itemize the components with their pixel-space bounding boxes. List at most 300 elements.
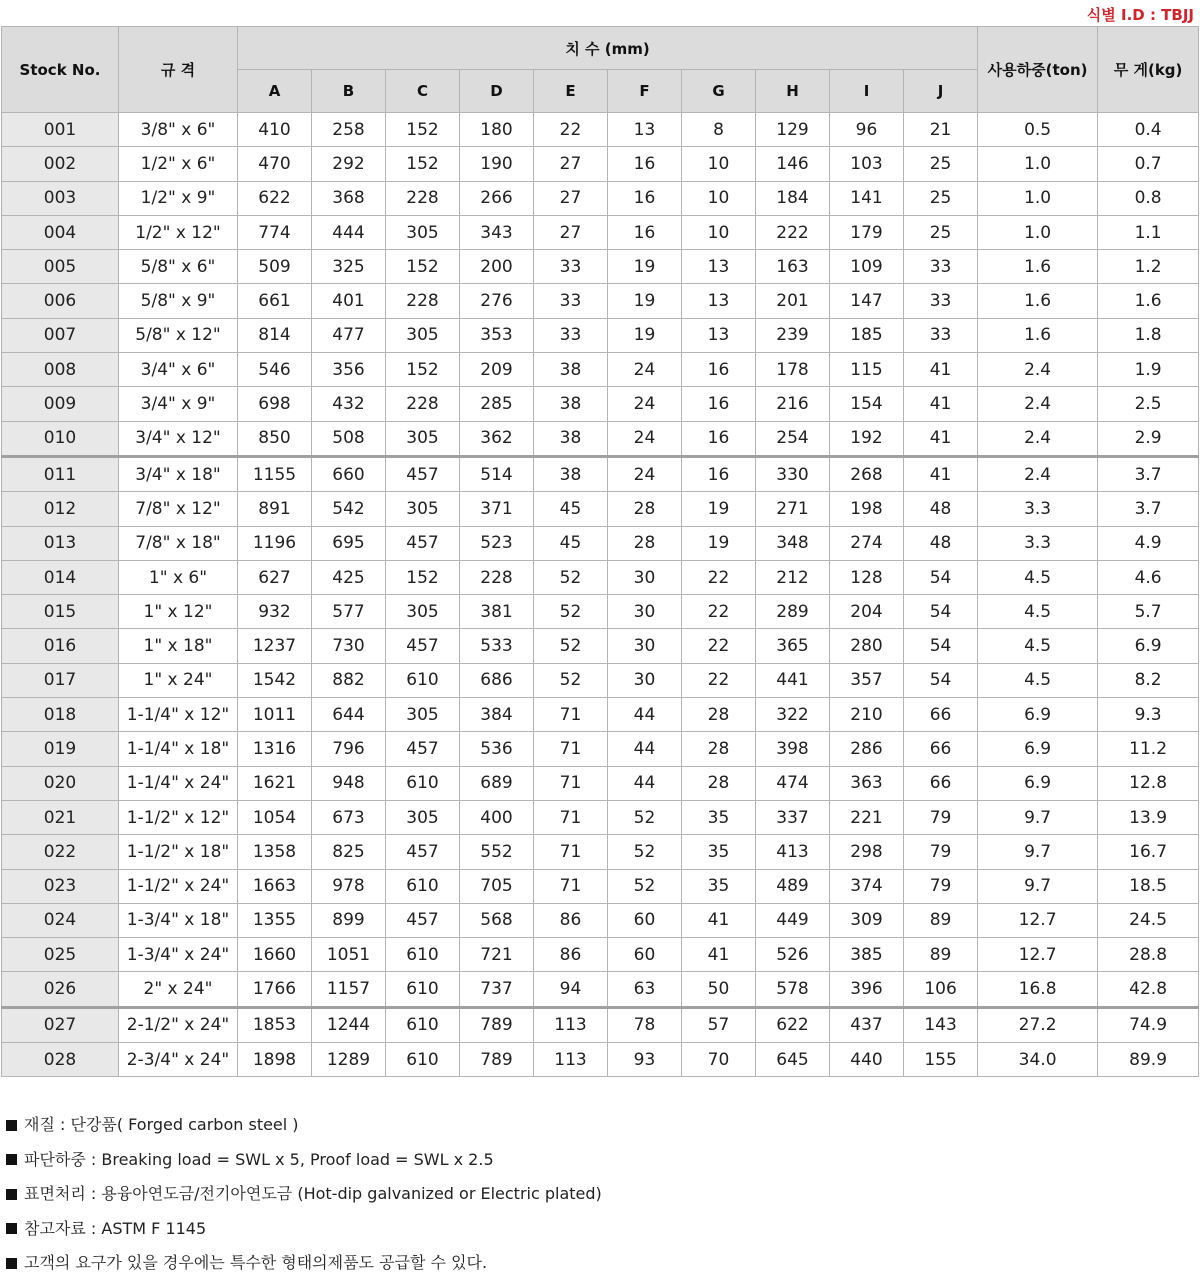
value-cell: 66 xyxy=(904,698,978,732)
value-cell: 6.9 xyxy=(978,766,1098,800)
value-cell: 4.9 xyxy=(1098,526,1199,560)
stock-number-cell: 024 xyxy=(2,903,119,937)
value-cell: 155 xyxy=(904,1043,978,1077)
value-cell: 705 xyxy=(460,869,534,903)
value-cell: 1355 xyxy=(238,903,312,937)
value-cell: 216 xyxy=(756,387,830,421)
value-cell: 52 xyxy=(534,560,608,594)
value-cell: 54 xyxy=(904,663,978,697)
value-cell: 1766 xyxy=(238,972,312,1007)
value-cell: 774 xyxy=(238,215,312,249)
value-cell: 271 xyxy=(756,492,830,526)
spec-cell: 1-1/2" x 18" xyxy=(119,835,238,869)
value-cell: 441 xyxy=(756,663,830,697)
spec-cell: 1" x 12" xyxy=(119,595,238,629)
value-cell: 198 xyxy=(830,492,904,526)
value-cell: 28 xyxy=(682,732,756,766)
value-cell: 30 xyxy=(608,560,682,594)
value-cell: 610 xyxy=(386,972,460,1007)
value-cell: 113 xyxy=(534,1043,608,1077)
value-cell: 1663 xyxy=(238,869,312,903)
table-row xyxy=(2,629,1199,663)
value-cell: 152 xyxy=(386,353,460,387)
value-cell: 66 xyxy=(904,766,978,800)
spec-cell: 3/4" x 12" xyxy=(119,421,238,456)
stock-number-cell: 023 xyxy=(2,869,119,903)
value-cell: 1.8 xyxy=(1098,318,1199,352)
spec-cell: 1/2" x 12" xyxy=(119,215,238,249)
value-cell: 21 xyxy=(904,113,978,147)
value-cell: 374 xyxy=(830,869,904,903)
value-cell: 60 xyxy=(608,903,682,937)
value-cell: 577 xyxy=(312,595,386,629)
value-cell: 3.3 xyxy=(978,492,1098,526)
spec-cell: 1-3/4" x 18" xyxy=(119,903,238,937)
value-cell: 1237 xyxy=(238,629,312,663)
value-cell: 180 xyxy=(460,113,534,147)
value-cell: 4.5 xyxy=(978,663,1098,697)
value-cell: 357 xyxy=(830,663,904,697)
value-cell: 3.7 xyxy=(1098,492,1199,526)
spec-cell: 1-1/4" x 18" xyxy=(119,732,238,766)
stock-number-cell: 016 xyxy=(2,629,119,663)
value-cell: 192 xyxy=(830,421,904,456)
value-cell: 222 xyxy=(756,215,830,249)
value-cell: 622 xyxy=(756,1007,830,1042)
value-cell: 210 xyxy=(830,698,904,732)
note-text: 파단하중 : Breaking load = SWL x 5, Proof load = SWL x 2.5 xyxy=(24,1149,494,1169)
value-cell: 0.8 xyxy=(1098,181,1199,215)
note-text: 참고자료 : ASTM F 1145 xyxy=(24,1218,207,1238)
value-cell: 96 xyxy=(830,113,904,147)
square-bullet-icon xyxy=(6,1258,17,1269)
value-cell: 413 xyxy=(756,835,830,869)
value-cell: 1853 xyxy=(238,1007,312,1042)
spec-cell: 7/8" x 18" xyxy=(119,526,238,560)
square-bullet-icon xyxy=(6,1120,17,1131)
value-cell: 289 xyxy=(756,595,830,629)
header-dim-b: B xyxy=(312,70,386,113)
value-cell: 1.6 xyxy=(978,284,1098,318)
value-cell: 1542 xyxy=(238,663,312,697)
value-cell: 789 xyxy=(460,1007,534,1042)
value-cell: 400 xyxy=(460,800,534,834)
value-cell: 546 xyxy=(238,353,312,387)
value-cell: 322 xyxy=(756,698,830,732)
value-cell: 622 xyxy=(238,181,312,215)
value-cell: 398 xyxy=(756,732,830,766)
value-cell: 86 xyxy=(534,938,608,972)
value-cell: 330 xyxy=(756,456,830,491)
value-cell: 30 xyxy=(608,595,682,629)
value-cell: 4.5 xyxy=(978,560,1098,594)
value-cell: 16 xyxy=(608,147,682,181)
value-cell: 1155 xyxy=(238,456,312,491)
value-cell: 152 xyxy=(386,560,460,594)
value-cell: 19 xyxy=(608,318,682,352)
square-bullet-icon xyxy=(6,1189,17,1200)
table-row xyxy=(2,387,1199,421)
value-cell: 13 xyxy=(608,113,682,147)
value-cell: 54 xyxy=(904,629,978,663)
value-cell: 42.8 xyxy=(1098,972,1199,1007)
value-cell: 10 xyxy=(682,215,756,249)
value-cell: 22 xyxy=(682,595,756,629)
value-cell: 22 xyxy=(682,663,756,697)
value-cell: 2.4 xyxy=(978,456,1098,491)
value-cell: 48 xyxy=(904,492,978,526)
spec-cell: 1-1/2" x 12" xyxy=(119,800,238,834)
stock-number-cell: 028 xyxy=(2,1043,119,1077)
value-cell: 457 xyxy=(386,903,460,937)
header-dim-f: F xyxy=(608,70,682,113)
value-cell: 93 xyxy=(608,1043,682,1077)
value-cell: 258 xyxy=(312,113,386,147)
table-row xyxy=(2,800,1199,834)
value-cell: 268 xyxy=(830,456,904,491)
value-cell: 44 xyxy=(608,732,682,766)
value-cell: 30 xyxy=(608,629,682,663)
value-cell: 514 xyxy=(460,456,534,491)
identification-id-label: 식별 I.D : TBJJ xyxy=(1086,6,1194,24)
value-cell: 644 xyxy=(312,698,386,732)
value-cell: 474 xyxy=(756,766,830,800)
table-row xyxy=(2,113,1199,147)
value-cell: 89 xyxy=(904,938,978,972)
value-cell: 141 xyxy=(830,181,904,215)
value-cell: 371 xyxy=(460,492,534,526)
value-cell: 508 xyxy=(312,421,386,456)
table-row xyxy=(2,663,1199,697)
value-cell: 362 xyxy=(460,421,534,456)
value-cell: 41 xyxy=(904,456,978,491)
value-cell: 721 xyxy=(460,938,534,972)
spec-cell: 5/8" x 9" xyxy=(119,284,238,318)
value-cell: 71 xyxy=(534,835,608,869)
value-cell: 228 xyxy=(460,560,534,594)
value-cell: 457 xyxy=(386,526,460,560)
value-cell: 789 xyxy=(460,1043,534,1077)
header-dimensions: 치 수 (mm) xyxy=(238,27,978,70)
value-cell: 1660 xyxy=(238,938,312,972)
value-cell: 24 xyxy=(608,421,682,456)
spec-cell: 1" x 18" xyxy=(119,629,238,663)
value-cell: 536 xyxy=(460,732,534,766)
value-cell: 1157 xyxy=(312,972,386,1007)
value-cell: 27 xyxy=(534,181,608,215)
value-cell: 50 xyxy=(682,972,756,1007)
spec-cell: 3/4" x 9" xyxy=(119,387,238,421)
spec-cell: 5/8" x 6" xyxy=(119,250,238,284)
value-cell: 146 xyxy=(756,147,830,181)
table-row xyxy=(2,1043,1199,1077)
value-cell: 0.7 xyxy=(1098,147,1199,181)
table-row xyxy=(2,147,1199,181)
value-cell: 16 xyxy=(682,353,756,387)
value-cell: 52 xyxy=(534,595,608,629)
square-bullet-icon xyxy=(6,1223,17,1234)
stock-number-cell: 014 xyxy=(2,560,119,594)
value-cell: 8.2 xyxy=(1098,663,1199,697)
value-cell: 22 xyxy=(682,560,756,594)
value-cell: 610 xyxy=(386,766,460,800)
value-cell: 89.9 xyxy=(1098,1043,1199,1077)
value-cell: 1.0 xyxy=(978,215,1098,249)
value-cell: 425 xyxy=(312,560,386,594)
header-working-load: 사용하중(ton) xyxy=(978,27,1098,113)
value-cell: 71 xyxy=(534,800,608,834)
value-cell: 285 xyxy=(460,387,534,421)
header-dim-j: J xyxy=(904,70,978,113)
value-cell: 204 xyxy=(830,595,904,629)
value-cell: 305 xyxy=(386,492,460,526)
spec-cell: 2-1/2" x 24" xyxy=(119,1007,238,1042)
spec-cell: 3/8" x 6" xyxy=(119,113,238,147)
value-cell: 16.7 xyxy=(1098,835,1199,869)
value-cell: 2.5 xyxy=(1098,387,1199,421)
value-cell: 363 xyxy=(830,766,904,800)
value-cell: 19 xyxy=(608,250,682,284)
stock-number-cell: 010 xyxy=(2,421,119,456)
value-cell: 457 xyxy=(386,732,460,766)
value-cell: 1.2 xyxy=(1098,250,1199,284)
value-cell: 509 xyxy=(238,250,312,284)
header-stock-no: Stock No. xyxy=(2,27,119,113)
value-cell: 457 xyxy=(386,835,460,869)
table-row xyxy=(2,492,1199,526)
value-cell: 152 xyxy=(386,147,460,181)
stock-number-cell: 027 xyxy=(2,1007,119,1042)
value-cell: 9.7 xyxy=(978,869,1098,903)
note-item xyxy=(6,1212,602,1247)
value-cell: 33 xyxy=(534,284,608,318)
value-cell: 33 xyxy=(534,318,608,352)
value-cell: 3.7 xyxy=(1098,456,1199,491)
value-cell: 41 xyxy=(904,353,978,387)
value-cell: 228 xyxy=(386,181,460,215)
value-cell: 661 xyxy=(238,284,312,318)
value-cell: 523 xyxy=(460,526,534,560)
value-cell: 190 xyxy=(460,147,534,181)
table-row xyxy=(2,318,1199,352)
value-cell: 4.5 xyxy=(978,629,1098,663)
value-cell: 276 xyxy=(460,284,534,318)
value-cell: 16 xyxy=(682,456,756,491)
value-cell: 1051 xyxy=(312,938,386,972)
value-cell: 38 xyxy=(534,353,608,387)
value-cell: 38 xyxy=(534,456,608,491)
value-cell: 66 xyxy=(904,732,978,766)
header-dim-e: E xyxy=(534,70,608,113)
value-cell: 86 xyxy=(534,903,608,937)
table-row xyxy=(2,181,1199,215)
value-cell: 8 xyxy=(682,113,756,147)
value-cell: 542 xyxy=(312,492,386,526)
value-cell: 948 xyxy=(312,766,386,800)
value-cell: 33 xyxy=(534,250,608,284)
value-cell: 9.7 xyxy=(978,800,1098,834)
value-cell: 1358 xyxy=(238,835,312,869)
value-cell: 686 xyxy=(460,663,534,697)
stock-number-cell: 015 xyxy=(2,595,119,629)
spec-cell: 5/8" x 12" xyxy=(119,318,238,352)
value-cell: 25 xyxy=(904,147,978,181)
note-text: 표면처리 : 용융아연도금/전기아연도금 (Hot-dip galvanized or Electric plated) xyxy=(24,1184,602,1203)
value-cell: 28 xyxy=(608,526,682,560)
value-cell: 79 xyxy=(904,869,978,903)
stock-number-cell: 019 xyxy=(2,732,119,766)
value-cell: 4.6 xyxy=(1098,560,1199,594)
value-cell: 444 xyxy=(312,215,386,249)
table-row xyxy=(2,526,1199,560)
table-row xyxy=(2,903,1199,937)
spec-cell: 7/8" x 12" xyxy=(119,492,238,526)
table-row xyxy=(2,835,1199,869)
value-cell: 41 xyxy=(682,903,756,937)
value-cell: 38 xyxy=(534,387,608,421)
value-cell: 24 xyxy=(608,456,682,491)
value-cell: 4.5 xyxy=(978,595,1098,629)
spec-cell: 1" x 6" xyxy=(119,560,238,594)
stock-number-cell: 018 xyxy=(2,698,119,732)
table-row xyxy=(2,766,1199,800)
value-cell: 533 xyxy=(460,629,534,663)
stock-number-cell: 012 xyxy=(2,492,119,526)
value-cell: 52 xyxy=(608,835,682,869)
value-cell: 147 xyxy=(830,284,904,318)
value-cell: 1.0 xyxy=(978,181,1098,215)
value-cell: 396 xyxy=(830,972,904,1007)
stock-number-cell: 026 xyxy=(2,972,119,1007)
spec-cell: 3/4" x 6" xyxy=(119,353,238,387)
value-cell: 27 xyxy=(534,215,608,249)
value-cell: 12.8 xyxy=(1098,766,1199,800)
stock-number-cell: 008 xyxy=(2,353,119,387)
value-cell: 34.0 xyxy=(978,1043,1098,1077)
value-cell: 1.1 xyxy=(1098,215,1199,249)
header-dim-i: I xyxy=(830,70,904,113)
value-cell: 228 xyxy=(386,284,460,318)
value-cell: 178 xyxy=(756,353,830,387)
value-cell: 437 xyxy=(830,1007,904,1042)
value-cell: 305 xyxy=(386,215,460,249)
value-cell: 449 xyxy=(756,903,830,937)
value-cell: 71 xyxy=(534,732,608,766)
spec-cell: 2" x 24" xyxy=(119,972,238,1007)
value-cell: 221 xyxy=(830,800,904,834)
value-cell: 2.4 xyxy=(978,387,1098,421)
value-cell: 356 xyxy=(312,353,386,387)
value-cell: 13 xyxy=(682,250,756,284)
stock-number-cell: 005 xyxy=(2,250,119,284)
value-cell: 239 xyxy=(756,318,830,352)
value-cell: 41 xyxy=(682,938,756,972)
value-cell: 978 xyxy=(312,869,386,903)
value-cell: 10 xyxy=(682,147,756,181)
note-item xyxy=(6,1108,602,1143)
value-cell: 730 xyxy=(312,629,386,663)
header-dim-a: A xyxy=(238,70,312,113)
value-cell: 385 xyxy=(830,938,904,972)
value-cell: 18.5 xyxy=(1098,869,1199,903)
value-cell: 52 xyxy=(534,663,608,697)
value-cell: 1011 xyxy=(238,698,312,732)
value-cell: 12.7 xyxy=(978,903,1098,937)
value-cell: 27 xyxy=(534,147,608,181)
spec-cell: 1" x 24" xyxy=(119,663,238,697)
value-cell: 9.7 xyxy=(978,835,1098,869)
value-cell: 0.5 xyxy=(978,113,1098,147)
value-cell: 52 xyxy=(608,869,682,903)
value-cell: 185 xyxy=(830,318,904,352)
value-cell: 152 xyxy=(386,250,460,284)
value-cell: 526 xyxy=(756,938,830,972)
value-cell: 796 xyxy=(312,732,386,766)
header-weight: 무 게(kg) xyxy=(1098,27,1199,113)
value-cell: 286 xyxy=(830,732,904,766)
spec-table xyxy=(1,26,1199,1077)
value-cell: 489 xyxy=(756,869,830,903)
value-cell: 44 xyxy=(608,698,682,732)
value-cell: 274 xyxy=(830,526,904,560)
value-cell: 16 xyxy=(608,181,682,215)
note-item xyxy=(6,1177,602,1212)
value-cell: 28 xyxy=(608,492,682,526)
header-dim-h: H xyxy=(756,70,830,113)
value-cell: 343 xyxy=(460,215,534,249)
stock-number-cell: 011 xyxy=(2,456,119,491)
stock-number-cell: 013 xyxy=(2,526,119,560)
value-cell: 52 xyxy=(534,629,608,663)
value-cell: 552 xyxy=(460,835,534,869)
value-cell: 200 xyxy=(460,250,534,284)
value-cell: 1.6 xyxy=(1098,284,1199,318)
table-row xyxy=(2,732,1199,766)
stock-number-cell: 003 xyxy=(2,181,119,215)
value-cell: 63 xyxy=(608,972,682,1007)
table-row xyxy=(2,250,1199,284)
value-cell: 94 xyxy=(534,972,608,1007)
value-cell: 38 xyxy=(534,421,608,456)
note-text: 재질 : 단강품( Forged carbon steel ) xyxy=(24,1115,299,1134)
value-cell: 432 xyxy=(312,387,386,421)
value-cell: 645 xyxy=(756,1043,830,1077)
value-cell: 578 xyxy=(756,972,830,1007)
value-cell: 19 xyxy=(608,284,682,318)
value-cell: 79 xyxy=(904,800,978,834)
value-cell: 152 xyxy=(386,113,460,147)
value-cell: 33 xyxy=(904,250,978,284)
spec-cell: 1-1/2" x 24" xyxy=(119,869,238,903)
value-cell: 1244 xyxy=(312,1007,386,1042)
value-cell: 368 xyxy=(312,181,386,215)
stock-number-cell: 022 xyxy=(2,835,119,869)
value-cell: 305 xyxy=(386,800,460,834)
value-cell: 254 xyxy=(756,421,830,456)
value-cell: 280 xyxy=(830,629,904,663)
value-cell: 568 xyxy=(460,903,534,937)
value-cell: 1.6 xyxy=(978,250,1098,284)
value-cell: 610 xyxy=(386,869,460,903)
value-cell: 6.9 xyxy=(978,732,1098,766)
header-dim-d: D xyxy=(460,70,534,113)
value-cell: 0.4 xyxy=(1098,113,1199,147)
value-cell: 695 xyxy=(312,526,386,560)
spec-cell: 1-1/4" x 12" xyxy=(119,698,238,732)
value-cell: 401 xyxy=(312,284,386,318)
value-cell: 209 xyxy=(460,353,534,387)
table-row xyxy=(2,972,1199,1007)
